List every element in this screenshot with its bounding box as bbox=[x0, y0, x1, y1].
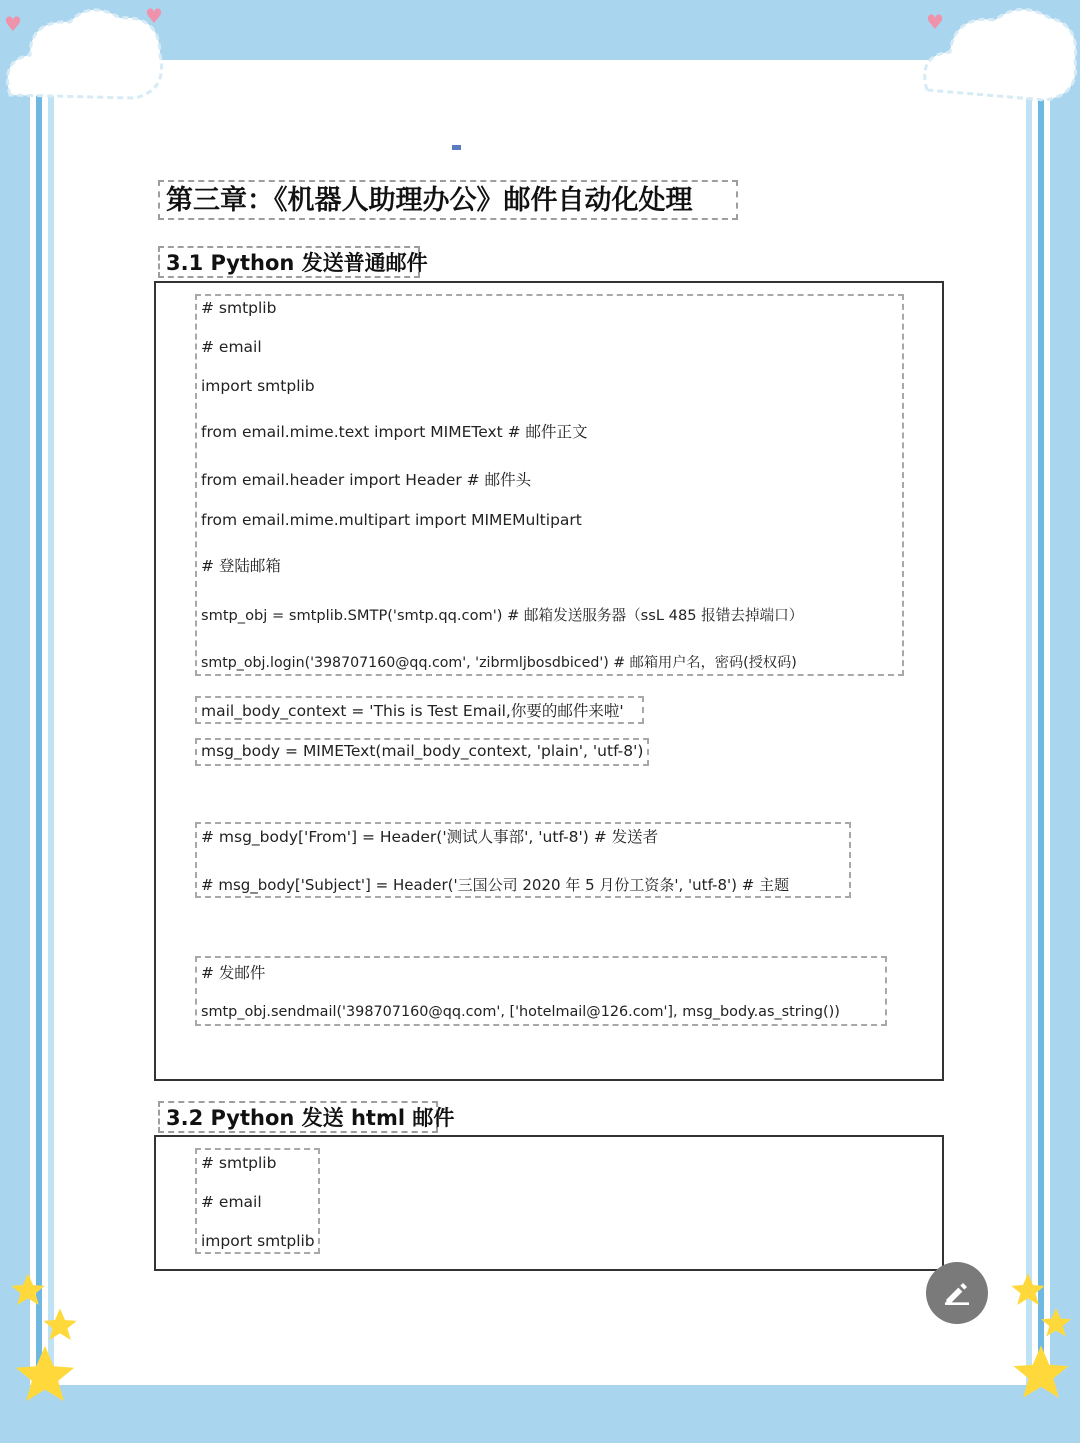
frame-stripe-right-light bbox=[1026, 60, 1032, 1385]
star-icon bbox=[1008, 1340, 1074, 1406]
heart-icon: ♥ bbox=[926, 10, 944, 34]
code-line: # email bbox=[201, 338, 262, 356]
star-icon bbox=[8, 1270, 48, 1310]
heart-icon: ♥ bbox=[4, 12, 22, 36]
edit-button[interactable] bbox=[926, 1262, 988, 1324]
code-line: # msg_body['From'] = Header('测试人事部', 'utf-8') # 发送者 bbox=[201, 828, 659, 846]
code-line: # msg_body['Subject'] = Header('三国公司 2020 年 5 月份工资条', 'utf-8') # 主题 bbox=[201, 876, 790, 894]
code-line: smtp_obj.sendmail('398707160@qq.com', ['hotelmail@126.com'], msg_body.as_string()) bbox=[201, 1004, 840, 1020]
star-icon bbox=[40, 1305, 80, 1345]
star-icon bbox=[1038, 1305, 1074, 1341]
code-line: # smtplib bbox=[201, 299, 277, 317]
star-icon bbox=[1008, 1270, 1048, 1310]
frame-left bbox=[0, 0, 30, 1443]
code-line: import smtplib bbox=[201, 1232, 315, 1250]
code-line: smtp_obj.login('398707160@qq.com', 'zibrmljbosdbiced') # 邮箱用户名，密码(授权码) bbox=[201, 655, 797, 671]
code-line: # smtplib bbox=[201, 1154, 277, 1172]
code-line: msg_body = MIMEText(mail_body_context, 'plain', 'utf-8') bbox=[201, 742, 644, 760]
code-line: # 登陆邮箱 bbox=[201, 557, 281, 575]
section-title: 3.2 Python 发送 html 邮件 bbox=[158, 1101, 438, 1133]
code-line: from email.mime.text import MIMEText # 邮件正文 bbox=[201, 423, 588, 441]
star-icon bbox=[10, 1340, 80, 1410]
frame-right bbox=[1050, 0, 1080, 1443]
code-line: # 发邮件 bbox=[201, 964, 266, 982]
frame-stripe-left-light bbox=[48, 60, 54, 1385]
code-line: mail_body_context = 'This is Test Email,你要的邮件来啦' bbox=[201, 702, 624, 720]
section-title: 3.1 Python 发送普通邮件 bbox=[158, 246, 420, 278]
code-line: smtp_obj = smtplib.SMTP('smtp.qq.com') # 邮箱发送服务器（ssL 485 报错去掉端口） bbox=[201, 607, 804, 624]
edit-pencil-icon bbox=[941, 1277, 973, 1309]
code-line: from email.header import Header # 邮件头 bbox=[201, 471, 532, 489]
frame-stripe-right bbox=[1038, 60, 1044, 1385]
code-line: import smtplib bbox=[201, 377, 315, 395]
code-line: from email.mime.multipart import MIMEMultipart bbox=[201, 511, 582, 529]
frame-stripe-left bbox=[36, 60, 42, 1385]
scan-mark bbox=[452, 145, 461, 150]
chapter-title: 第三章：《机器人助理办公》邮件自动化处理 bbox=[158, 180, 738, 220]
code-line: # email bbox=[201, 1193, 262, 1211]
heart-icon: ♥ bbox=[145, 4, 163, 28]
frame-bottom bbox=[0, 1385, 1080, 1443]
